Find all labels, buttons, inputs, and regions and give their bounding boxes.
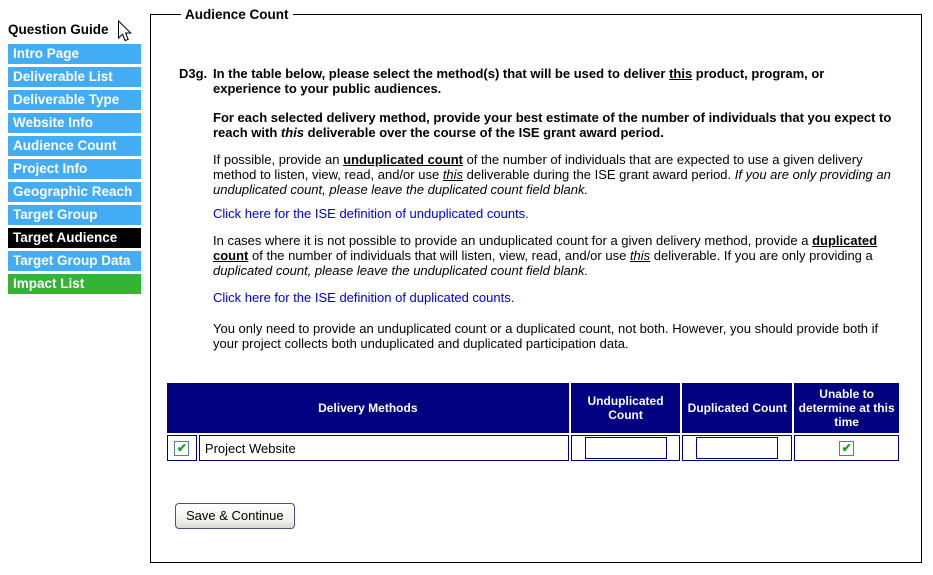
- unduplicated-count-cell: [571, 435, 681, 461]
- question-d3g: [171, 66, 901, 351]
- unable-to-determine-checkbox[interactable]: ✔: [839, 441, 854, 456]
- sidebar-title: Question Guide: [8, 22, 109, 37]
- delivery-methods-table: [165, 381, 901, 463]
- audience-count-panel: [150, 7, 922, 563]
- sidebar-item-deliverable-list[interactable]: Deliverable List: [8, 67, 141, 87]
- question-text: [213, 66, 893, 351]
- header-delivery-methods: Delivery Methods: [167, 383, 569, 433]
- sidebar-item-intro-page[interactable]: Intro Page: [8, 44, 141, 64]
- unduplicated-count-input[interactable]: [585, 437, 667, 459]
- header-duplicated-count: Duplicated Count: [682, 383, 792, 433]
- duplicated-instructions: In cases where it is not possible to provide an unduplicated count for a given delivery method, provide a duplicated count of the number of individuals that will listen, view, read, and/or use this deliverable. If you are only providing a duplicated count, please leave the unduplicated count field blank.: [213, 233, 878, 278]
- sidebar-item-target-audience[interactable]: Target Audience: [8, 228, 141, 248]
- unduplicated-instructions: If possible, provide an unduplicated count of the number of individuals that are expected to use a given delivery method to listen, view, read, and/or use this deliverable during the ISE grant award period. If you are only providing an unduplicated count, please leave the duplicated count field blank.: [213, 152, 891, 197]
- sidebar-item-website-info[interactable]: Website Info: [8, 113, 141, 133]
- method-select-cell: [167, 435, 197, 461]
- method-name-cell: Project Website: [199, 435, 569, 461]
- sidebar-item-deliverable-type[interactable]: Deliverable Type: [8, 90, 141, 110]
- sidebar-item-project-info[interactable]: Project Info: [8, 159, 141, 179]
- table-row-project-website: [167, 435, 899, 461]
- sidebar-item-geographic-reach[interactable]: Geographic Reach: [8, 182, 141, 202]
- method-select-checkbox[interactable]: ✔: [174, 441, 189, 456]
- sidebar-item-impact-list[interactable]: Impact List: [8, 274, 141, 294]
- header-unable-to-determine: Unable to determine at this time: [794, 383, 899, 433]
- sidebar-item-audience-count[interactable]: Audience Count: [8, 136, 141, 156]
- duplicated-definition-link[interactable]: Click here for the ISE definition of duplicated counts.: [213, 290, 515, 305]
- mouse-cursor-icon: [117, 20, 132, 43]
- duplicated-count-cell: [682, 435, 792, 461]
- both-counts-note: You only need to provide an unduplicated count or a duplicated count, not both. However, you should provide both if your project collects both unduplicated and duplicated participation data.: [213, 321, 879, 351]
- header-unduplicated-count: Unduplicated Count: [571, 383, 681, 433]
- table-header-row: [167, 383, 899, 433]
- question-paragraph-2: For each selected delivery method, provide your best estimate of the number of individuals that you expect to reach with this deliverable over the course of the ISE grant award period.: [213, 110, 892, 140]
- panel-legend: Audience Count: [185, 7, 289, 22]
- unable-to-determine-cell: [794, 435, 899, 461]
- duplicated-count-input[interactable]: [696, 437, 778, 459]
- question-id: D3g.: [179, 66, 208, 81]
- question-paragraph-1: In the table below, please select the method(s) that will be used to deliver this product, program, or experience to your public audiences.: [213, 66, 825, 96]
- save-and-continue-button[interactable]: Save & Continue: [175, 503, 295, 529]
- question-guide-sidebar: [8, 22, 141, 297]
- unduplicated-definition-link[interactable]: Click here for the ISE definition of unduplicated counts.: [213, 206, 529, 221]
- sidebar-item-target-group[interactable]: Target Group: [8, 205, 141, 225]
- sidebar-item-target-group-data[interactable]: Target Group Data: [8, 251, 141, 271]
